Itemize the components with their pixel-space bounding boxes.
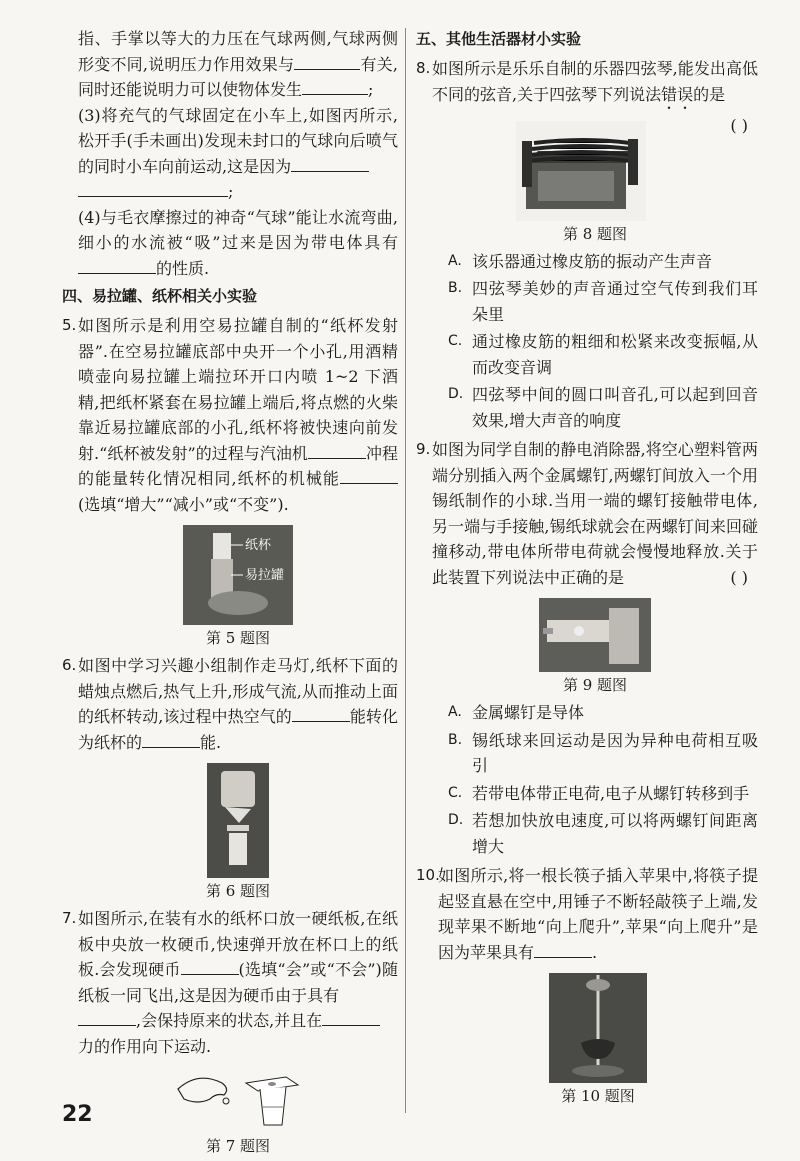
- question-10: 10. 如图所示,将一根长筷子插入苹果中,将筷子提起竖直悬在空中,用锤子不断轻敲筷子上端,发现苹果不断地“向上爬升”,苹果“向上爬升”是因为苹果具有 . 第 10 题图: [416, 866, 758, 1105]
- answer-paren[interactable]: ( ): [730, 115, 748, 135]
- question-5: 5. 如图所示是利用空易拉罐自制的“纸杯发射器”.在空易拉罐底部中央开一个小孔,用酒精喷壶向易拉罐上端拉环开口内喷 1~2 下酒精,把纸杯紧套在易拉罐上端后,将点燃的火柴靠近易拉罐底部的小孔,纸杯将被快速向前发射.“纸杯被发射”的过程与汽油机 冲程的能量转化情况相同,纸杯的机械能(选填“增大”“减小”或“不变”). 纸杯 易拉罐 第 5 题图: [62, 316, 398, 647]
- answer-blank[interactable]: [322, 1011, 380, 1026]
- answer-blank[interactable]: [78, 1011, 136, 1026]
- answer-blank[interactable]: [292, 707, 350, 722]
- apple-chopstick-photo: [549, 973, 647, 1083]
- figure-label-can: 易拉罐: [245, 568, 285, 583]
- revolving-lantern-photo: [207, 763, 269, 878]
- section-heading-4: 四、易拉罐、纸杯相关小实验: [62, 287, 258, 305]
- q4-part4: (4)与毛衣摩擦过的神奇“气球”能让水流弯曲,细小的水流被“吸”过来是因为带电体具有的性质.: [78, 207, 398, 278]
- figure-caption: 第 10 题图: [561, 1087, 635, 1105]
- figure-caption: 第 8 题图: [562, 224, 628, 243]
- paper-cup-launcher-photo: [183, 525, 293, 625]
- q4-continued: 指、手掌以等大的力压在气球两侧,气球两侧形变不同,说明压力作用效果与 有关,同时还能说明力可以使物体发生 ;: [78, 29, 398, 99]
- left-column: [62, 26, 398, 1161]
- answer-blank[interactable]: [142, 733, 200, 748]
- emphasis-word: 错误: [661, 84, 694, 104]
- question-9: 9. 如图为同学自制的静电消除器,将空心塑料管两端分别插入两个金属螺钉,两螺钉间放入一个用锡纸制作的小球.当用一端的螺钉接触带电体,另一端与手接触,锡纸球就会在两螺钉间来回碰撞移动,带电体所带电荷就会慢慢地释放.关于此装置下列说法中正确的是 ( ) 第 9 题图 A. 金属螺钉是导体 B. 锡纸球来回运动是因为异种电荷相互吸引 C. 若带电体带正电荷,电子从螺钉转移到手 D. 若想加快放电速度,可以将两螺钉间距离增大: [416, 437, 758, 859]
- answer-blank[interactable]: [302, 80, 368, 95]
- answer-blank[interactable]: [534, 943, 592, 958]
- option-c[interactable]: C. 若带电体带正电荷,电子从螺钉转移到手: [448, 783, 750, 803]
- static-eliminator-photo: [539, 598, 651, 672]
- coin-flick-diagram: [168, 1067, 308, 1133]
- figure-caption: 第 5 题图: [205, 629, 271, 647]
- q4-part3: (3)将充气的气球固定在小车上,如图丙所示,松开手(手未画出)发现未封口的气球向后喷气的同时小车向前运动,这是因为 ;: [78, 105, 398, 201]
- question-6: 6. 如图中学习兴趣小组制作走马灯,纸杯下面的蜡烛点燃后,热气上升,形成气流,从而推动上面的纸杯转动,该过程中热空气的 能转化为纸杯的 能. 第 6 题图: [62, 656, 398, 900]
- answer-blank[interactable]: [78, 182, 228, 197]
- option-a[interactable]: A. 该乐器通过橡皮筋的振动产生声音: [448, 251, 713, 271]
- answer-blank[interactable]: [291, 157, 369, 172]
- figure-caption: 第 6 题图: [205, 882, 271, 900]
- option-a[interactable]: A. 金属螺钉是导体: [448, 703, 585, 722]
- option-b[interactable]: B. 四弦琴美妙的声音通过空气传到我们耳朵里: [448, 279, 758, 324]
- four-string-instrument-photo: [516, 121, 646, 221]
- option-d[interactable]: D. 若想加快放电速度,可以将两螺钉间距离增大: [448, 811, 758, 856]
- answer-paren[interactable]: ( ): [730, 567, 748, 587]
- option-b[interactable]: B. 锡纸球来回运动是因为异种电荷相互吸引: [448, 730, 758, 775]
- option-d[interactable]: D. 四弦琴中间的圆口叫音孔,可以起到回音效果,增大声音的响度: [448, 385, 758, 430]
- option-c[interactable]: C. 通过橡皮筋的粗细和松紧来改变振幅,从而改变音调: [448, 332, 758, 377]
- answer-blank[interactable]: [78, 259, 156, 274]
- answer-blank[interactable]: [308, 444, 366, 459]
- question-7: 7. 如图所示,在装有水的纸杯口放一硬纸板,在纸板中央放一枚硬币,快速弹开放在杯口上的纸板.会发现硬币 (选填“会”或“不会”)随纸板一同飞出,这是因为硬币由于具有 ,会保持原来的状态,并且在 力的作用向下运动. 第 7 题图: [62, 909, 398, 1155]
- figure-label-cup: 纸杯: [245, 538, 272, 553]
- answer-blank[interactable]: [340, 469, 398, 484]
- answer-blank[interactable]: [294, 55, 360, 70]
- page-number: 22: [62, 1102, 93, 1127]
- question-8: 8. 如图所示是乐乐自制的乐器四弦琴,能发出高低不同的弦音,关于四弦琴下列说法错误的是 ( ) 第 8 题图 A. 该乐器通过橡皮筋的振动产生声音 B. 四弦琴美妙的声音通过空气传到我们耳朵里 C. 通过橡皮筋的粗细和松紧来改变振幅,从而改变音调 D. 四弦琴中间的圆口叫音孔,可以起到回音效果,增大声音的响度: [416, 56, 758, 433]
- figure-caption: 第 7 题图: [205, 1137, 271, 1155]
- section-heading-5: 五、其他生活器材小实验: [416, 30, 582, 48]
- column-divider: [405, 28, 406, 1113]
- answer-blank[interactable]: [181, 960, 239, 975]
- right-column: [416, 26, 758, 1111]
- figure-caption: 第 9 题图: [562, 676, 628, 694]
